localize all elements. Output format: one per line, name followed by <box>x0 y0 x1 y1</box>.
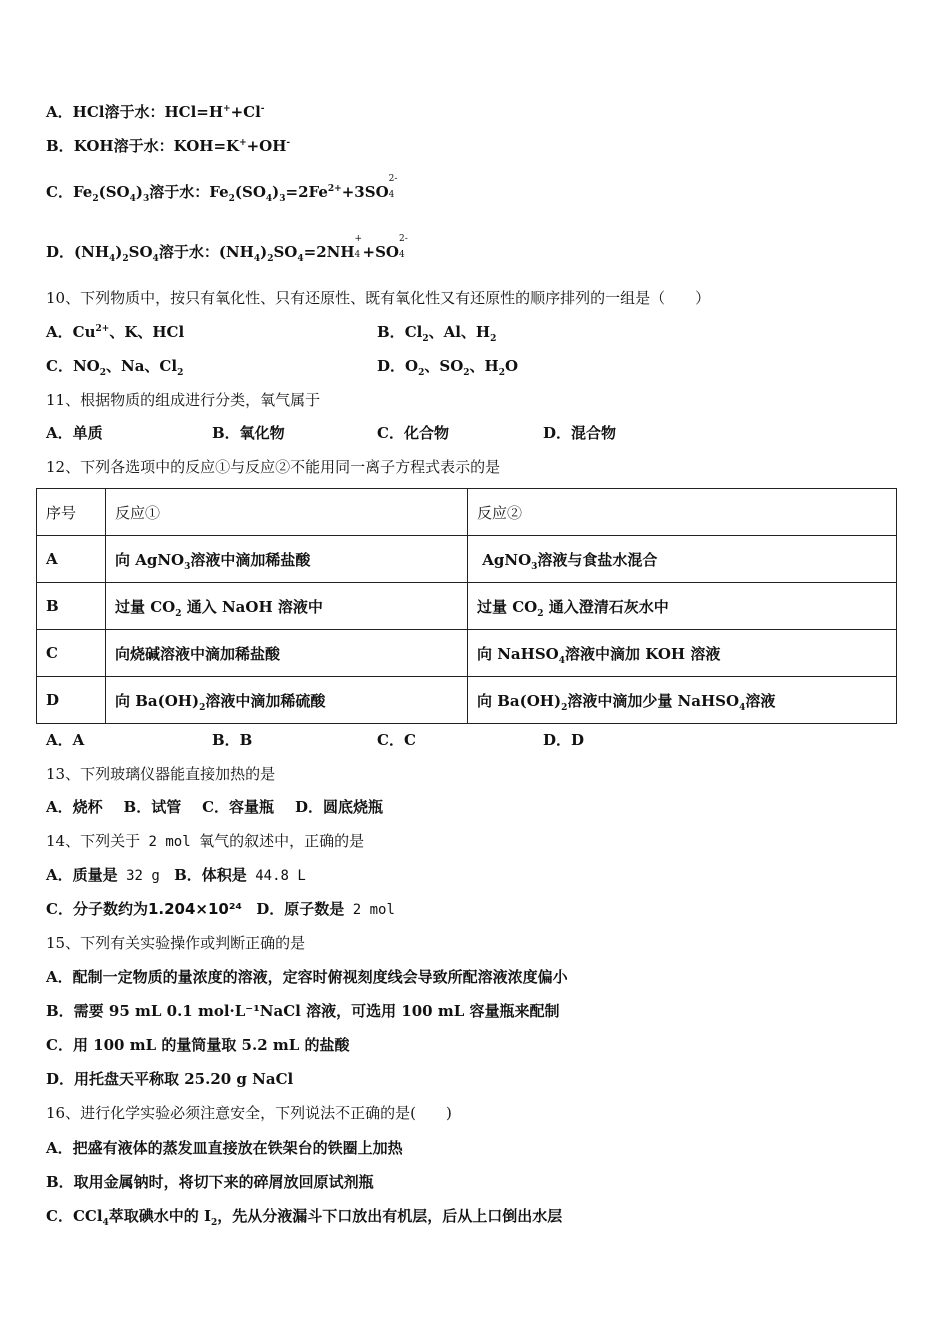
q9-option-c: C．$Fe_2(SO_4)_3$溶于水：$Fe_2(SO_4)_3=2Fe^{2+}+3SO$ 2- 4 <box>46 174 398 204</box>
table-header: 反应② <box>468 489 897 536</box>
q14-option-d: D．原子数是 2 mol <box>256 900 395 918</box>
q16-stem: 16、进行化学实验必须注意安全，下列说法不正确的是( ) <box>46 1104 452 1122</box>
reaction-2-cell: AgNO$_3$溶液与食盐水混合 <box>468 536 897 583</box>
sulfate-ion-charge: 2- 4 <box>388 174 398 200</box>
q16-option-b: B．取用金属钠时，将切下来的碎屑放回原试剂瓶 <box>46 1173 374 1191</box>
q13-option-b: B．试管 <box>123 798 182 816</box>
reaction-1-cell: 过量 $CO_2$ 通入 NaOH 溶液中 <box>106 583 468 630</box>
q10-option-d: D．$O_2$、$SO_2$、$H_2O$ <box>377 357 519 378</box>
q12-option-c: C．C <box>377 731 416 749</box>
q9-option-b: B．KOH溶于水：KOH=K++OH- <box>46 137 291 155</box>
q9-option-a: A．HCl溶于水：HCl=H++Cl- <box>46 103 265 121</box>
table-header-row <box>37 489 897 536</box>
ammonium-ion-charge: + 4 <box>354 234 363 260</box>
q10-option-c: C．$NO_2$、Na、$Cl_2$ <box>46 357 184 378</box>
q16-option-c: C．CCl$_4$萃取碘水中的 $I_2$，先从分液漏斗下口放出有机层，后从上口倒出水层 <box>46 1207 563 1228</box>
q14-option-c: C．分子数约为1.204×10²⁴ <box>46 900 242 918</box>
q14-options-ab <box>46 865 306 886</box>
q10-option-b: B．$Cl_2$、Al、$H_2$ <box>377 323 497 344</box>
q15-stem: 15、下列有关实验操作或判断正确的是 <box>46 934 306 952</box>
q14-stem: 14、下列关于 2 mol 氧气的叙述中，正确的是 <box>46 832 365 850</box>
table-row <box>37 583 897 630</box>
q13-option-d: D．圆底烧瓶 <box>294 798 383 816</box>
q15-option-c: C．用 100 mL 的量筒量取 5.2 mL 的盐酸 <box>46 1036 350 1054</box>
q10-stem: 10、下列物质中，按只有氧化性、只有还原性、既有氧化性又有还原性的顺序排列的一组是（ ） <box>46 289 711 307</box>
row-id: A <box>37 536 106 583</box>
reaction-table <box>36 488 897 724</box>
reaction-2-cell: 向 $Ba(OH)_2$溶液中滴加少量 NaHSO$_4$溶液 <box>468 677 897 724</box>
q12-stem: 12、下列各选项中的反应①与反应②不能用同一离子方程式表示的是 <box>46 458 501 476</box>
q13-options <box>46 797 383 817</box>
q11-option-d: D．混合物 <box>543 424 617 442</box>
q12-option-d: D．D <box>543 731 585 749</box>
table-header: 序号 <box>37 489 106 536</box>
row-id: C <box>37 630 106 677</box>
q15-option-d: D．用托盘天平称取 25.20 g NaCl <box>46 1070 294 1088</box>
q16-option-a: A．把盛有液体的蒸发皿直接放在铁架台的铁圈上加热 <box>46 1139 403 1157</box>
table-row <box>37 677 897 724</box>
sulfate-ion-charge: 2- 4 <box>398 234 408 260</box>
reaction-1-cell: 向 $Ba(OH)_2$溶液中滴加稀硫酸 <box>106 677 468 724</box>
q13-stem: 13、下列玻璃仪器能直接加热的是 <box>46 765 276 783</box>
q11-option-c: C．化合物 <box>377 424 449 442</box>
q15-option-b: B．需要 95 mL 0.1 mol·L⁻¹NaCl 溶液，可选用 100 mL 容量瓶来配制 <box>46 1002 560 1020</box>
q11-stem: 11、根据物质的组成进行分类，氧气属于 <box>46 391 321 409</box>
row-id: D <box>37 677 106 724</box>
q12-option-a: A．A <box>46 731 85 749</box>
q14-option-a: A．质量是 32 g <box>46 866 160 884</box>
q13-option-a: A．烧杯 <box>46 798 103 816</box>
q11-option-b: B．氧化物 <box>212 424 285 442</box>
reaction-1-cell: 向 AgNO$_3$溶液中滴加稀盐酸 <box>106 536 468 583</box>
q14-option-b: B．体积是 44.8 L <box>174 866 306 884</box>
q12-option-b: B．B <box>212 731 253 749</box>
q14-options-cd <box>46 899 395 920</box>
table-header: 反应① <box>106 489 468 536</box>
q10-option-a: A．$Cu^{2+}$、K、HCl <box>46 323 185 341</box>
reaction-2-cell: 向 NaHSO$_4$溶液中滴加 KOH 溶液 <box>468 630 897 677</box>
q15-option-a: A．配制一定物质的量浓度的溶液，定容时俯视刻度线会导致所配溶液浓度偏小 <box>46 968 568 986</box>
reaction-2-cell: 过量 $CO_2$ 通入澄清石灰水中 <box>468 583 897 630</box>
q9-option-d: D．$(NH_4)_2SO_4$溶于水：$(NH_4)_2SO_4=2NH$ + 4 +SO 2- 4 <box>46 234 408 264</box>
table-row <box>37 536 897 583</box>
table-row <box>37 630 897 677</box>
row-id: B <box>37 583 106 630</box>
q11-option-a: A．单质 <box>46 424 103 442</box>
q13-option-c: C．容量瓶 <box>202 798 275 816</box>
reaction-1-cell: 向烧碱溶液中滴加稀盐酸 <box>106 630 468 677</box>
